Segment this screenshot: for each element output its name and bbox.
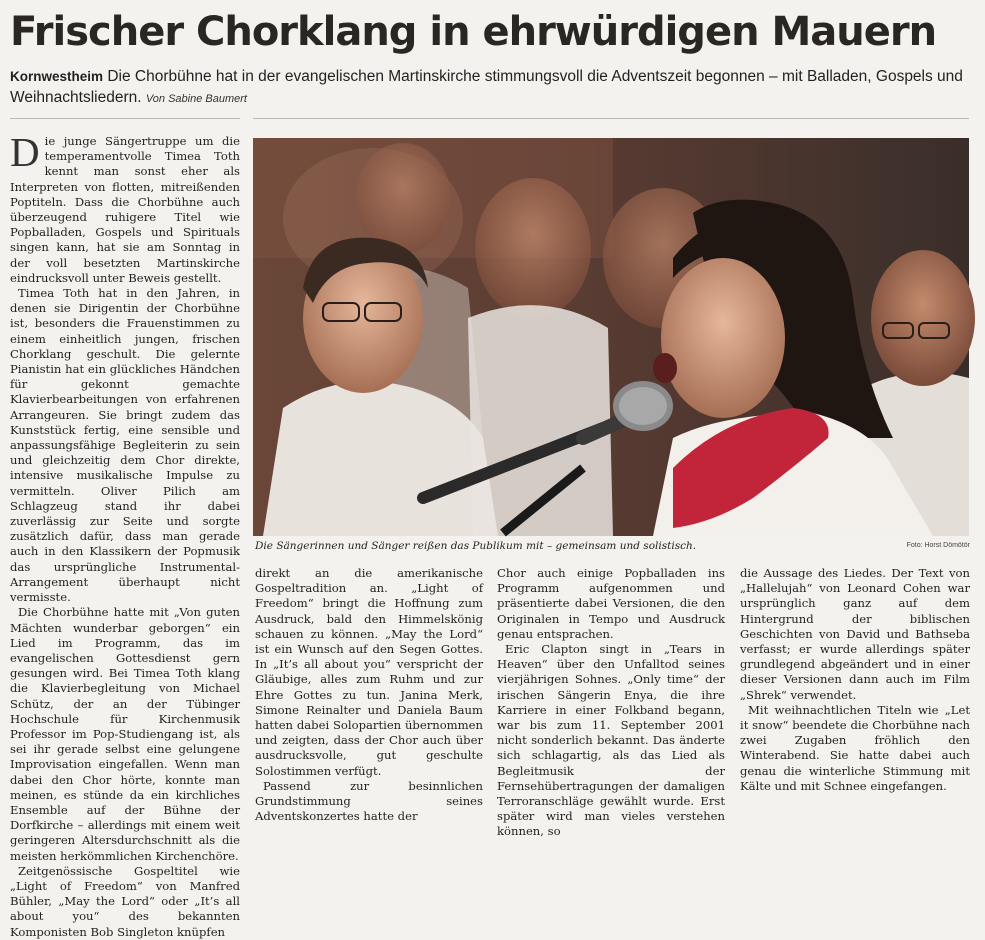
photo-credit: Foto: Horst Dömötör [906,542,970,549]
paragraph-text: ie junge Sängertruppe um die temperamentvolle Timea Toth kennt man sonst eher als Interpreten von flotten, mitreißenden Poptiteln. Dass die Chorbühne auch überzeugend ruhigere Titel wie Popballaden, Gospels und Spirituals singen kann, hat sie am Sonntag in der voll besetzten Martinskirche eindrucksvoll unter Beweis gestellt. [10,134,240,285]
paragraph: Timea Toth hat in den Jahren, in denen sie Dirigentin der Chorbühne ist, besonders die Frauenstimmen zu einem einheitlich jungen, frischen Chorklang geschult. Die gelernte Pianistin hat ein glückliches Händchen für gekonnt gemachte Klavierbearbeitungen von erfahrenen Arrangeuren. Sie bringt zudem das Kunststück fertig, eine sensible und anpassungsfähige Begleiterin zu sein und gleichzeitig dem Chor direkte, intensive musikalische Impulse zu vermitteln. Oliver Pilich am Schlagzeug stand ihr dabei zuverlässig zur Seite und sorgte zusätzlich dafür, dass man gerade auch in den Klassikern der Popmusik das ursprüngliche Instrumental-Arrangement überhaupt nicht vermisste. [10,286,240,605]
paragraph: Zeitgenössische Gospeltitel wie „Light of Freedom“ von Manfred Bühler, „May the Lord“ oder „It’s all about you“ des bekannten Komponisten Bob Singleton knüpfen [10,863,240,939]
paragraph: Die Chorbühne hatte mit „Von guten Mächten wunderbar geborgen“ ein Lied im Programm, das im evangelischen Gottesdienst gern gesungen wird. Bei Timea Toth klang die Klavierbegleitung von Michael Schütz, der an der Tübinger Hochschule für Kirchenmusik Professor im Pop-Studiengang ist, als sei ihr gerade selbst eine gelungene Improvisation eingefallen. Wenn man dabei den Chor hörte, konnte man meinen, es stünde da ein kirchliches Ensemble auf der Bühne der Dorfkirche – allerdings mit einem weit geringeren Altersdurchschnitt als die meisten herkömmlichen Kirchenchöre. [10,605,240,863]
photo-caption: Die Sängerinnen und Sänger reißen das Publikum mit – gemeinsam und solistisch. [255,540,697,552]
paragraph: die Aussage des Liedes. Der Text von „Hallelujah“ von Leonard Cohen war ursprünglich ganz auf dem Hintergrund der biblischen Geschichten von David und Bathseba verfasst; er wurde allerdings später grundlegend abgeändert und in einer dieser Versionen dann auch im Film „Shrek“ verwendet. [740,566,970,702]
article-column-3 [497,566,725,839]
paragraph: Mit weihnachtlichen Titeln wie „Let it snow“ beendete die Chorbühne nach zwei Zugaben fröhlich den Winterabend. Sie hatte dabei auch genau die winterliche Stimmung mit Kälte und mit Schnee eingefangen. [740,702,970,793]
lead-paragraph [10,66,970,110]
article-column-1 [10,129,240,939]
paragraph: Eric Clapton singt in „Tears in Heaven“ über den Unfalltod seines vierjährigen Sohnes. „Only time“ der irischen Sängerin Enya, die ihre Karriere in einer Folkband begann, war bis zum 11. September 2001 nicht sonderlich bekannt. Das änderte sich schlagartig, als das Lied als Begleitmusik der Fernsehübertragungen der damaligen Terroranschläge gewählt wurde. Erst später wird man vieles verstehen können, so [497,642,725,839]
drop-cap: D [10,129,40,175]
paragraph [10,129,240,286]
byline: Von Sabine Baumert [145,93,247,105]
paragraph: direkt an die amerikanische Gospeltradition an. „Light of Freedom“ bringt die Hoffnung zum Ausdruck, bald den Himmelskönig schauen zu können. „May the Lord“ ist ein Wunsch auf den Segen Gottes. In „It’s all about you“ verspricht der Gläubige, alles zum Ruhm und zur Ehre Gottes zu tun. Janina Merk, Simone Reinalter und Daniela Baum hatten dabei Solopartien übernommen und zeigten, dass der Chor auch über ausdrucksvolle, gut geschulte Solostimmen verfügt. [255,566,483,778]
divider-right [253,118,969,119]
paragraph: Chor auch einige Popballaden ins Programm aufgenommen und präsentierte dabei Versionen, die den Originalen in Tempo und Ausdruck genau entsprachen. [497,566,725,641]
lead-text: Die Chorbühne hat in der evangelischen Martinskirche stimmungsvoll die Adventszeit begonnen – mit Balladen, Gospels und Weihnachtsliedern. [10,68,963,106]
paragraph: Passend zur besinnlichen Grundstimmung seines Adventskonzertes hatte der [255,778,483,824]
divider-left [10,118,240,119]
headline: Frischer Chorklang in ehrwürdigen Mauern [10,9,937,55]
article-column-4 [740,566,970,793]
dateline: Kornwestheim [10,69,104,84]
concert-photo [253,138,969,536]
article-column-2 [255,566,483,824]
choir-singer-illustration [253,138,969,536]
